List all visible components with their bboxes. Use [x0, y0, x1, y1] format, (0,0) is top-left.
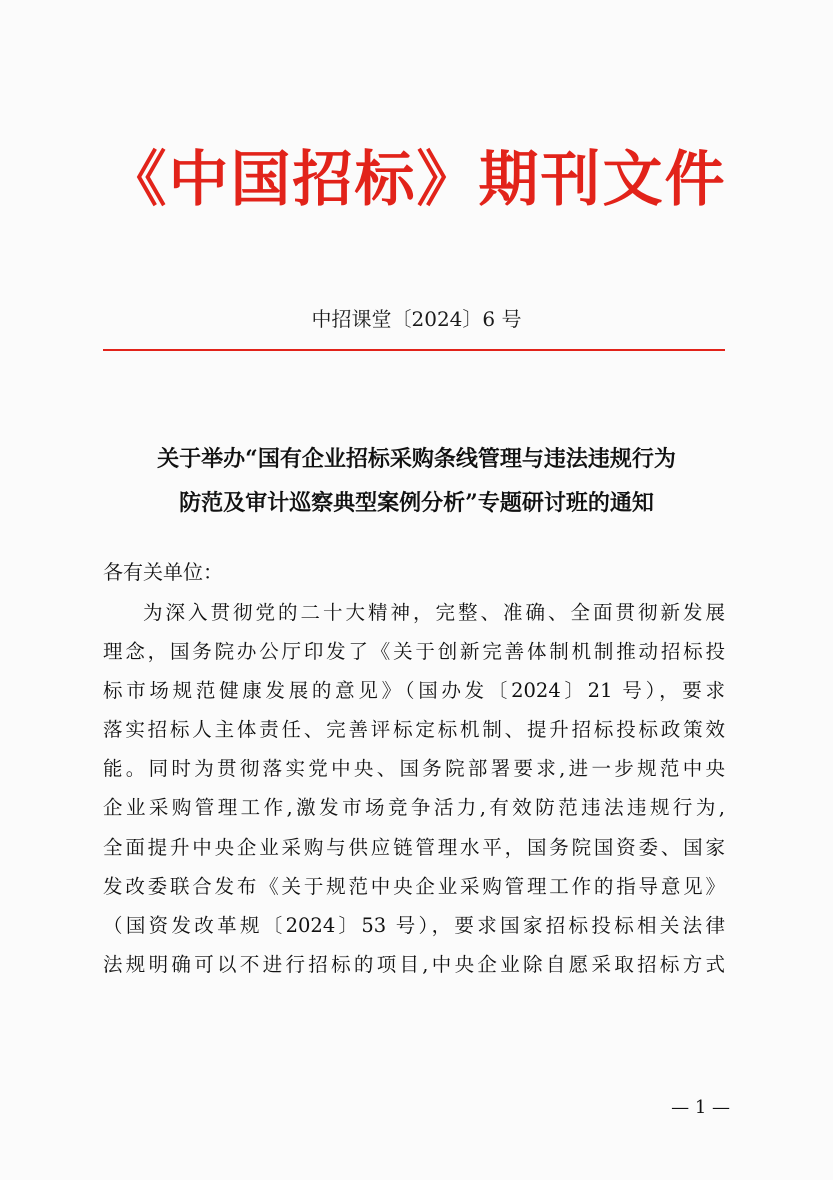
- document-number: 中招课堂〔2024〕6 号: [311, 307, 522, 331]
- body-line: 发改委联合发布《关于规范中央企业采购管理工作的指导意见》: [103, 874, 725, 898]
- salutation: 各有关单位：: [103, 560, 223, 584]
- body-text: [103, 593, 725, 984]
- body-line: 标市场规范健康发展的意见》（国办发〔2024〕21 号），要求: [103, 679, 725, 703]
- body-line: 能。同时为贯彻落实党中央、国务院部署要求,进一步规范中央: [103, 757, 725, 781]
- body-line: 企业采购管理工作,激发市场竞争活力,有效防范违法违规行为,: [103, 796, 725, 820]
- body-line: 落实招标人主体责任、完善评标定标机制、提升招标投标政策效: [103, 718, 725, 742]
- masthead-title: 《中国招标》期刊文件: [106, 145, 727, 215]
- body-line: 全面提升中央企业采购与供应链管理水平，国务院国资委、国家: [103, 835, 725, 859]
- notice-title-line-1: 关于举办“国有企业招标采购条线管理与违法违规行为: [157, 446, 676, 472]
- body-line: 法规明确可以不进行招标的项目,中央企业除自愿采取招标方式: [103, 952, 725, 976]
- notice-title: [0, 437, 833, 525]
- red-separator-line: [103, 349, 725, 351]
- body-line: （国资发改革规〔2024〕53 号），要求国家招标投标相关法律: [103, 913, 725, 937]
- body-line: 为深入贯彻党的二十大精神，完整、准确、全面贯彻新发展: [143, 601, 725, 624]
- page-number: — 1 —: [671, 1097, 730, 1118]
- body-line: 理念，国务院办公厅印发了《关于创新完善体制机制推动招标投: [103, 640, 725, 664]
- notice-title-line-2: 防范及审计巡察典型案例分析”专题研讨班的通知: [179, 490, 654, 516]
